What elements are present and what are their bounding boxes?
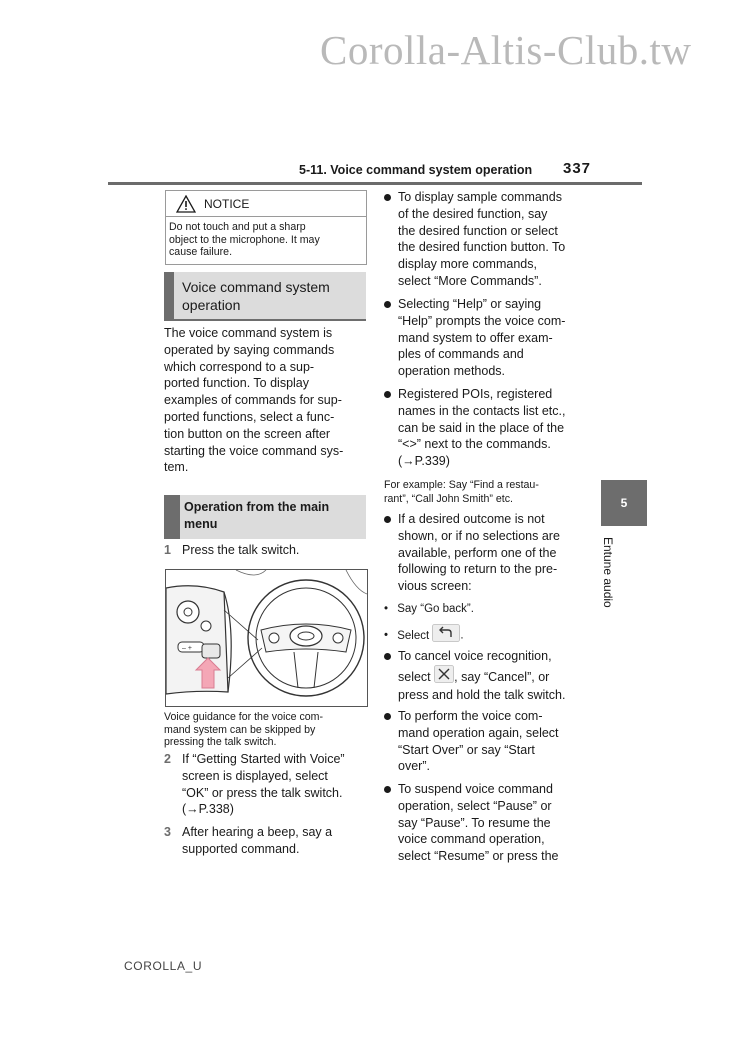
chapter-label-text: Entune audio [601, 537, 615, 608]
para-line: ported functions, select a func- [164, 409, 335, 424]
bullet-text [398, 511, 560, 595]
heading-line: Voice command system [182, 279, 330, 295]
caption-line: Voice guidance for the voice com- [164, 711, 323, 723]
caption-line: mand system can be skipped by [164, 723, 316, 736]
step-line: supported command. [182, 841, 300, 856]
bullet-line: (→P.339) [398, 454, 450, 469]
bullet-line: the desired function or select [398, 223, 558, 238]
back-arrow-icon [432, 624, 460, 647]
step-line: (→P.338) [182, 802, 234, 817]
para-line: operated by saying commands [164, 342, 335, 357]
para-line: ported function. To display [164, 376, 310, 391]
bullet-line: mand system to offer exam- [398, 330, 553, 345]
bullet-dot [384, 391, 391, 398]
para-line: tion button on the screen after [164, 426, 331, 441]
example-line: For example: Say “Find a restau- [384, 479, 539, 491]
bullet-line: names in the contacts list etc., [398, 403, 566, 418]
sub-item-marker: • [384, 603, 389, 615]
para-line: starting the voice command sys- [164, 443, 344, 458]
bullet-line: Selecting “Help” or saying [398, 297, 542, 311]
step-number: 2 [164, 752, 171, 766]
caption-line: pressing the talk switch. [164, 736, 277, 748]
bullet-line: of the desired function, say [398, 206, 548, 221]
sub-item-marker: • [384, 629, 389, 642]
footer-model: COROLLA_U [124, 959, 203, 973]
section-underline [164, 319, 366, 321]
section-heading [164, 272, 366, 319]
intro-paragraph [164, 325, 369, 476]
bullet-start-over [384, 708, 594, 778]
sub-item-text: Select [397, 629, 430, 642]
bullet-text [398, 296, 565, 380]
heading-line: operation [182, 297, 241, 313]
chapter-label [601, 537, 621, 627]
notice-box [165, 190, 367, 265]
example-line: rant”, “Call John Smith” etc. [384, 493, 513, 505]
step-number: 1 [164, 543, 171, 557]
bullet-line: over”. [398, 759, 430, 774]
bullet-cancel [384, 648, 594, 706]
bullet-text-part: select [398, 669, 431, 684]
bullet-line: available, perform one of the [398, 545, 557, 560]
bullet-line: To perform the voice com- [398, 709, 543, 723]
bullet-dot [384, 786, 391, 793]
step-line: After hearing a beep, say a [182, 825, 333, 839]
bullet-line: the desired function button. To [398, 240, 566, 255]
bullet-dot [384, 653, 391, 660]
bullet-text [398, 648, 565, 704]
bullet-line: “<>” next to the commands. [398, 437, 551, 452]
bullet-text-part: , say “Cancel”, or [454, 669, 550, 684]
bullet-line: If a desired outcome is not [398, 512, 545, 526]
warning-triangle-icon [176, 195, 196, 213]
bullet-help [384, 296, 594, 382]
bullet-line: say “Pause”. To resume the [398, 815, 551, 830]
para-line: examples of commands for sup- [164, 393, 342, 408]
bullet-line: To suspend voice command [398, 782, 553, 796]
step-2 [164, 751, 369, 821]
example-note [384, 478, 594, 506]
bullet-sample-commands [384, 189, 594, 293]
step-text [182, 824, 332, 858]
para-line: which correspond to a sup- [164, 359, 315, 374]
illustration-caption [164, 711, 369, 749]
bullet-line: select “More Commands”. [398, 273, 542, 288]
bullet-registered-pois [384, 386, 594, 472]
para-line: The voice command system is [164, 326, 333, 340]
notice-line: object to the microphone. It may [169, 233, 320, 246]
bullet-line: display more commands, [398, 257, 537, 272]
bullet-dot [384, 516, 391, 523]
notice-line: cause failure. [169, 246, 233, 258]
bullet-line: “Start Over” or say “Start [398, 742, 535, 757]
subsection-heading [164, 495, 366, 539]
bullet-line: voice command operation, [398, 832, 545, 847]
heading-line: Operation from the main [184, 500, 330, 514]
bullet-line: operation, select “Pause” or [398, 798, 552, 813]
step-3 [164, 824, 369, 860]
step-text: Press the talk switch. [182, 543, 300, 557]
bullet-line: “Help” prompts the voice com- [398, 313, 566, 328]
bullet-line [398, 665, 565, 687]
step-1 [164, 542, 369, 560]
bullet-line: operation methods. [398, 364, 506, 379]
step-line: “OK” or press the talk switch. [182, 785, 343, 800]
page-number: 337 [563, 160, 592, 177]
bullet-line: following to return to the pre- [398, 562, 558, 577]
bullet-text [398, 189, 565, 290]
step-text [182, 751, 345, 818]
svg-text:– +: – + [182, 645, 192, 652]
bullet-line: shown, or if no selections are [398, 528, 560, 543]
sub-item-select-back [384, 624, 594, 644]
sub-item-go-back [384, 601, 594, 617]
watermark: Corolla-Altis-Club.tw [320, 27, 692, 73]
sub-item-text: . [460, 629, 464, 642]
section-header: 5-11. Voice command system operation [299, 163, 533, 177]
bullet-line: To display sample commands [398, 190, 562, 204]
bullet-line: To cancel voice recognition, [398, 649, 552, 663]
bullet-text [398, 386, 565, 470]
step-line: If “Getting Started with Voice” [182, 752, 345, 766]
bullet-outcome [384, 511, 594, 597]
bullet-line: press and hold the talk switch. [398, 687, 566, 702]
step-number: 3 [164, 825, 171, 839]
bullet-dot [384, 194, 391, 201]
bullet-line: vious screen: [398, 579, 472, 594]
bullet-line: mand operation again, select [398, 725, 559, 740]
header-rule [108, 182, 642, 185]
notice-line: Do not touch and put a sharp [169, 221, 306, 233]
section-heading-text [182, 278, 362, 314]
bullet-line: ples of commands and [398, 347, 524, 362]
bullet-dot [384, 301, 391, 308]
para-line: tem. [164, 460, 189, 475]
chapter-tab[interactable]: 5 [601, 480, 647, 526]
bullet-line: can be said in the place of the [398, 420, 565, 435]
bullet-line: Registered POIs, registered [398, 387, 553, 401]
notice-label: NOTICE [204, 197, 250, 211]
bullet-dot [384, 713, 391, 720]
bullet-text [398, 708, 559, 775]
steering-wheel-illustration [165, 569, 368, 707]
bullet-pause [384, 781, 594, 867]
steering-wheel-drawing [166, 570, 367, 706]
notice-header [166, 191, 366, 217]
bullet-text [398, 781, 558, 865]
notice-text [166, 217, 366, 259]
step-line: screen is displayed, select [182, 768, 328, 783]
subsection-heading-text [184, 499, 364, 532]
sub-item-text: Say “Go back”. [397, 603, 474, 615]
bullet-line: select “Resume” or press the [398, 849, 559, 864]
heading-line: menu [184, 516, 218, 531]
